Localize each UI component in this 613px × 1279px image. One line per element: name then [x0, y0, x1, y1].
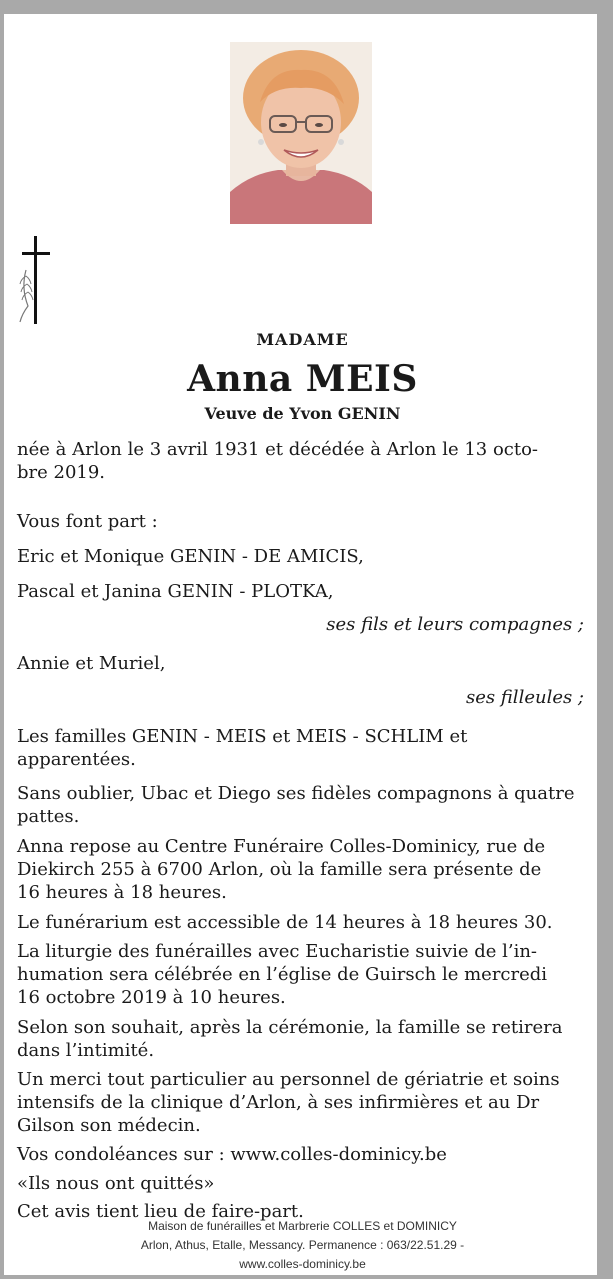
wish-text: Selon son souhait, après la cérémonie, la famille se retirera dans l’intimité. — [17, 1017, 563, 1061]
families-text: Les familles GENIN - MEIS et MEIS - SCHLIM et apparentées. — [17, 726, 468, 770]
sons-note: ses fils et leurs compagnes ; — [326, 614, 584, 635]
footer-line-1: Maison de funérailles et Marbrerie COLLES et DOMINICY — [148, 1219, 457, 1233]
goddaughters-note: ses filleules ; — [465, 687, 584, 708]
title-prefix: MADAME — [256, 330, 349, 349]
son-line-1: Eric et Monique GENIN - DE AMICIS, — [17, 546, 364, 567]
goddaughters-line: Annie et Muriel, — [17, 653, 166, 674]
quote-text: «Ils nous ont quittés» — [17, 1173, 215, 1194]
condolences-text: Vos condoléances sur : www.colles-dominicy.be — [17, 1144, 447, 1165]
birth-death-text: née à Arlon le 3 avril 1931 et décédée à Arlon le 13 octo- bre 2019. — [17, 439, 539, 483]
footer-line-2: Arlon, Athus, Etalle, Messancy. Permanence : 063/22.51.29 - — [140, 1238, 465, 1252]
cross-with-wheat-icon — [16, 236, 56, 324]
son-line-2: Pascal et Janina GENIN - PLOTKA, — [17, 581, 334, 602]
portrait-illustration — [230, 42, 372, 224]
deceased-name: Anna MEIS — [187, 358, 418, 400]
announce-text: Vous font part : — [17, 511, 158, 532]
portrait-photo — [230, 42, 372, 224]
footer-website-link[interactable]: www.colles-dominicy.be — [239, 1257, 366, 1271]
liturgy-text: La liturgie des funérailles avec Eucharistie suivie de l’in- humation sera célébrée en l’église de Guirsch le mercredi 16 octobre 2019 à 10 heures. — [17, 941, 548, 1008]
thanks-text: Un merci tout particulier au personnel de gériatrie et soins intensifs de la clinique d’Arlon, à ses infirmières et au Dr Gilson son médecin. — [17, 1069, 560, 1136]
pets-text: Sans oublier, Ubac et Diego ses fidèles compagnons à quatre pattes. — [17, 783, 575, 827]
rest-text: Anna repose au Centre Funéraire Colles-Dominicy, rue de Diekirch 255 à 6700 Arlon, où la famille sera présente de 16 heures à 18 heures. — [17, 836, 546, 903]
notice-text: Cet avis tient lieu de faire-part. — [17, 1201, 304, 1222]
widow-of: Veuve de Yvon GENIN — [204, 404, 401, 423]
obituary-card — [4, 14, 601, 1275]
funerarium-text: Le funérarium est accessible de 14 heures à 18 heures 30. — [17, 912, 553, 933]
funeral-home-footer — [4, 1217, 601, 1274]
